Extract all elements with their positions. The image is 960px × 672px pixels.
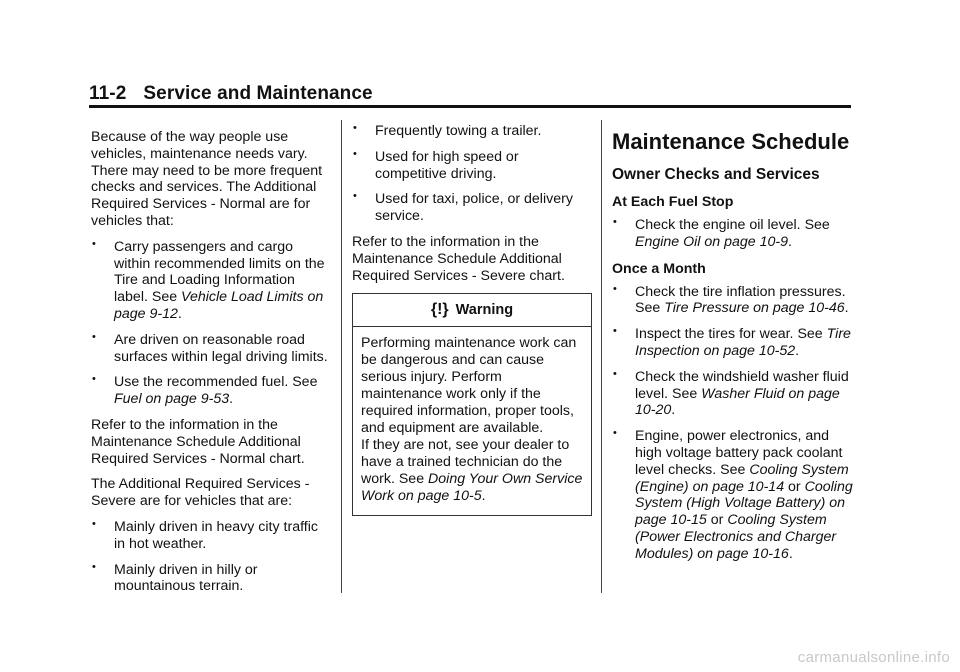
column-2 xyxy=(352,123,592,516)
page-reference[interactable]: Fuel on page 9-53 xyxy=(114,391,230,408)
page-title xyxy=(89,82,851,106)
paragraph: The Additional Required Services - Severe are for vehicles that are: xyxy=(91,476,310,510)
page-reference[interactable]: Doing Your Own Service Work on page 10-5 xyxy=(361,471,583,505)
page-reference[interactable]: Cooling System (Engine) on page 10-14 xyxy=(635,461,849,495)
page-number: 11-2 xyxy=(89,83,127,104)
warning-text: Performing maintenance work can be dangerous and can cause serious injury. Perform maintenance work only if the required information, proper tools, and equipment are available. xyxy=(361,335,577,437)
bullet-icon: • xyxy=(613,367,617,380)
page-reference[interactable]: Vehicle Load Limits on page 9-12 xyxy=(114,289,324,322)
warning-body xyxy=(353,327,591,515)
column-divider xyxy=(601,120,602,593)
bullet-icon: • xyxy=(613,216,617,228)
list-item: • Are driven on reasonable road surfaces within legal driving limits. xyxy=(92,330,328,365)
list-item: • Mainly driven in heavy city traffic in hot weather. xyxy=(92,517,318,552)
bullet-icon: • xyxy=(613,427,617,440)
paragraph: Refer to the information in the Maintenance Schedule Additional Required Services - Severe chart. xyxy=(352,233,565,284)
bullet-icon: • xyxy=(92,330,96,343)
bullet-icon: • xyxy=(353,147,357,160)
list-item: • Check the tire inflation pressures. See Tire Pressure on page 10-46. xyxy=(613,282,849,317)
paragraph: Refer to the information in the Maintenance Schedule Additional Required Services - Normal chart. xyxy=(91,416,305,467)
list-item: • Mainly driven in hilly or mountainous terrain. xyxy=(92,560,258,595)
warning-icon: {!} xyxy=(430,300,449,318)
header-rule xyxy=(89,105,851,108)
bullet-icon: • xyxy=(92,560,96,573)
list-item: • Check the engine oil level. See Engine Oil on page 10-9. xyxy=(613,216,830,250)
warning-title: Warning xyxy=(455,301,514,318)
list-item: • Carry passengers and cargo within recommended limits on the Tire and Loading Information label. See Vehicle Load Limits on page 9-12. xyxy=(92,237,325,322)
page-reference[interactable]: Tire Inspection on page 10-52 xyxy=(635,326,851,359)
page-reference[interactable]: Engine Oil on page 10-9 xyxy=(635,233,789,250)
page-reference[interactable]: Cooling System (Power Electronics and Charger Modules) on page 10-16 xyxy=(635,512,837,562)
monthly-heading: Once a Month xyxy=(612,260,706,277)
page-reference[interactable]: Tire Pressure on page 10-46 xyxy=(664,300,845,317)
watermark: carmanualsonline.info xyxy=(797,649,950,666)
list-item: • Engine, power electronics, and high voltage battery pack coolant level checks. See Cooling System (Engine) on page 10-14 or Cooling System (High Voltage Battery) on page 10-15 or Cooling System (Power Electronics and Charger Modules) on page 10-16. xyxy=(613,427,853,562)
bullet-icon: • xyxy=(92,237,96,250)
bullet-icon: • xyxy=(92,373,96,386)
list-item: • Used for high speed or competitive driving. xyxy=(353,147,519,182)
bullet-icon: • xyxy=(92,517,96,530)
warning-box xyxy=(352,293,592,516)
list-item: • Use the recommended fuel. See Fuel on page 9-53. xyxy=(92,373,318,408)
column-divider xyxy=(341,120,342,593)
section-title: Service and Maintenance xyxy=(143,83,373,104)
intro-paragraph: Because of the way people use vehicles, maintenance needs vary. There may need to be more frequent checks and services. The Additional Required Services - Normal are for vehicles that: xyxy=(91,129,323,229)
warning-header xyxy=(353,294,591,327)
page-reference[interactable]: Cooling System (High Voltage Battery) on page 10-15 xyxy=(635,478,853,529)
column-3 xyxy=(612,129,857,572)
list-item: • Frequently towing a trailer. xyxy=(353,122,542,139)
bullet-icon: • xyxy=(613,282,617,295)
column-1 xyxy=(91,129,331,604)
list-item: • Inspect the tires for wear. See Tire Inspection on page 10-52. xyxy=(613,325,851,359)
section-heading: Maintenance Schedule xyxy=(612,129,850,154)
fuel-stop-heading: At Each Fuel Stop xyxy=(612,194,734,210)
warning-text: If they are not, see your dealer to have a trained technician do the work. See Doing Your Own Service Work on page 10-5. xyxy=(361,437,583,505)
subsection-heading: Owner Checks and Services xyxy=(612,166,820,183)
list-item: • Used for taxi, police, or delivery service. xyxy=(353,190,573,225)
bullet-icon: • xyxy=(353,190,357,203)
page-reference[interactable]: Washer Fluid on page 10-20 xyxy=(635,385,840,419)
list-item: • Check the windshield washer fluid level. See Washer Fluid on page 10-20. xyxy=(613,367,849,419)
bullet-icon: • xyxy=(613,325,617,338)
page-header xyxy=(89,82,851,106)
bullet-icon: • xyxy=(353,122,357,134)
